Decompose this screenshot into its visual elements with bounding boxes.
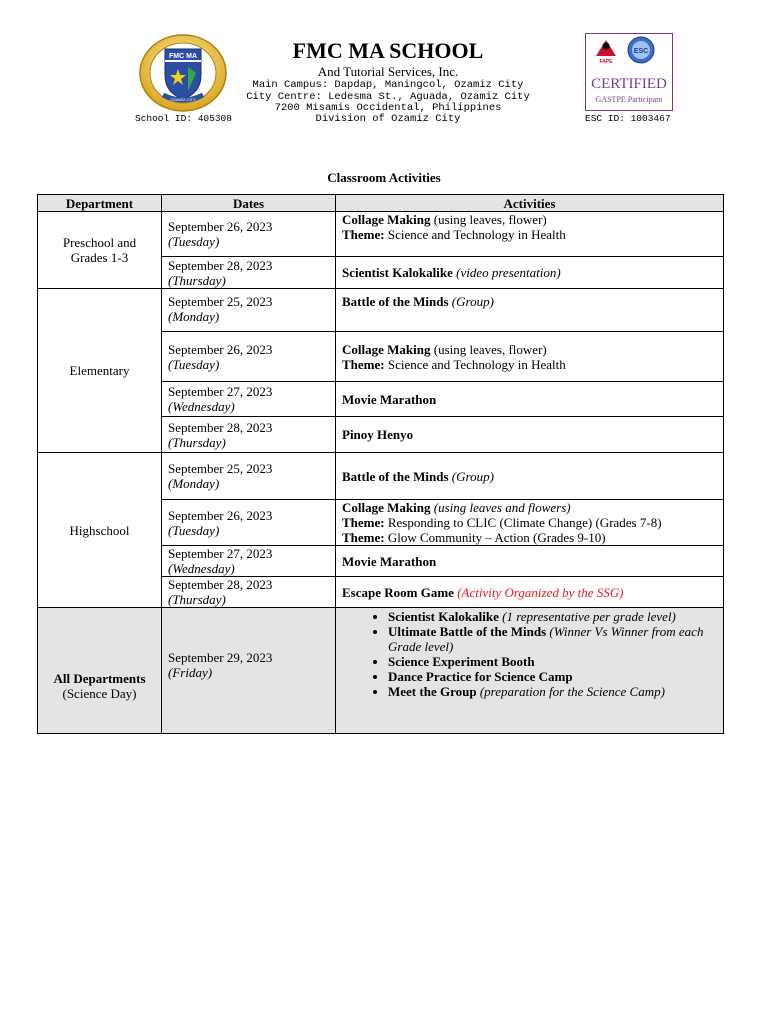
activity-cell bbox=[336, 257, 724, 289]
activity-name: Battle of the Minds bbox=[342, 294, 449, 309]
fape-label: FAPE bbox=[599, 59, 613, 65]
theme-label: Theme: bbox=[342, 530, 385, 545]
theme-label: Theme: bbox=[342, 227, 385, 242]
page-title: Classroom Activities bbox=[327, 170, 441, 185]
item-name: Dance Practice for Science Camp bbox=[388, 669, 573, 684]
activity-cell bbox=[336, 332, 724, 382]
date-cell bbox=[162, 289, 336, 332]
date-text: September 25, 2023 bbox=[168, 294, 273, 309]
date-text: September 28, 2023 bbox=[168, 419, 273, 435]
activity-note: (using leaves, flower) bbox=[430, 341, 547, 357]
theme-text: Science and Technology in Health bbox=[384, 356, 566, 372]
date-cell bbox=[162, 257, 336, 289]
activity-cell bbox=[336, 577, 724, 608]
item-name: Ultimate Battle of the Minds bbox=[388, 624, 547, 639]
date-text: September 29, 2023 bbox=[168, 649, 273, 665]
theme-text: Glow Community – Action (Grades 9-10) bbox=[384, 530, 606, 545]
column-header-dates: Dates bbox=[162, 195, 336, 212]
esc-label: ESC bbox=[633, 48, 649, 55]
activity-cell bbox=[336, 500, 724, 546]
theme-label: Theme: bbox=[342, 356, 385, 372]
date-cell bbox=[162, 417, 336, 453]
activity-name: Scientist Kalokalike bbox=[342, 265, 453, 280]
date-text: September 26, 2023 bbox=[168, 341, 273, 357]
certified-text: CERTIFIED bbox=[591, 76, 667, 92]
date-cell bbox=[162, 453, 336, 500]
school-logo bbox=[138, 33, 228, 113]
department-cell: Highschool bbox=[38, 453, 162, 608]
day-text: (Wednesday) bbox=[168, 561, 235, 576]
date-text: September 27, 2023 bbox=[168, 546, 273, 561]
date-cell bbox=[162, 500, 336, 546]
item-note: (1 representative per grade level) bbox=[498, 609, 676, 624]
list-item bbox=[388, 609, 717, 624]
school-id: School ID: 405308 bbox=[135, 113, 232, 124]
activity-note: (using leaves and flowers) bbox=[430, 500, 571, 515]
date-text: September 26, 2023 bbox=[168, 507, 273, 523]
date-cell bbox=[162, 332, 336, 382]
list-item bbox=[388, 654, 717, 669]
item-note: (preparation for the Science Camp) bbox=[476, 684, 665, 699]
address-line-3: 7200 Misamis Occidental, Philippines bbox=[274, 102, 502, 114]
theme-text: Responding to CLIC (Climate Change) (Grades 7-8) bbox=[384, 515, 662, 530]
date-cell bbox=[162, 212, 336, 257]
activities-table bbox=[37, 194, 724, 734]
column-header-department: Department bbox=[38, 195, 162, 212]
activity-note: (Group) bbox=[448, 468, 494, 484]
day-text: (Tuesday) bbox=[168, 356, 220, 372]
activity-name: Escape Room Game bbox=[342, 584, 454, 600]
list-item bbox=[388, 669, 717, 684]
table-row bbox=[38, 289, 724, 332]
department-note: (Science Day) bbox=[62, 685, 137, 701]
item-name: Scientist Kalokalike bbox=[388, 609, 499, 624]
science-day-list bbox=[342, 609, 717, 699]
activity-note: (Group) bbox=[448, 294, 494, 309]
activity-cell bbox=[336, 608, 724, 734]
activity-name: Collage Making bbox=[342, 341, 431, 357]
address-line-2: City Centre: Ledesma St., Aguada, Ozamiz City bbox=[246, 91, 530, 103]
logo-bottom-text: OZAMIZ CITY bbox=[170, 97, 196, 102]
activity-cell: Pinoy Henyo bbox=[336, 417, 724, 453]
date-text: September 28, 2023 bbox=[168, 257, 273, 273]
date-cell bbox=[162, 546, 336, 577]
letterhead bbox=[0, 0, 768, 140]
date-text: September 28, 2023 bbox=[168, 577, 273, 592]
activity-cell: Movie Marathon bbox=[336, 546, 724, 577]
logo-top-text: FMC MA bbox=[169, 53, 197, 60]
table-row bbox=[38, 608, 724, 734]
day-text: (Wednesday) bbox=[168, 399, 235, 414]
day-text: (Thursday) bbox=[168, 592, 226, 607]
activity-cell bbox=[336, 212, 724, 257]
table-row bbox=[38, 453, 724, 500]
activity-note: (using leaves, flower) bbox=[430, 212, 547, 227]
day-text: (Monday) bbox=[168, 476, 220, 491]
certified-badge bbox=[585, 33, 673, 111]
esc-id: ESC ID: 1003467 bbox=[585, 113, 671, 124]
department-name: All Departments bbox=[53, 670, 146, 686]
table-header-row bbox=[38, 195, 724, 212]
list-item bbox=[388, 624, 717, 654]
activity-name: Collage Making bbox=[342, 500, 431, 515]
activity-name: Battle of the Minds bbox=[342, 468, 449, 484]
theme-text: Science and Technology in Health bbox=[384, 227, 566, 242]
activity-cell: Movie Marathon bbox=[336, 382, 724, 417]
gastpe-text: GASTPE Participant bbox=[595, 95, 663, 104]
date-cell bbox=[162, 382, 336, 417]
date-cell bbox=[162, 608, 336, 734]
department-cell bbox=[38, 608, 162, 734]
table-row bbox=[38, 212, 724, 257]
day-text: (Tuesday) bbox=[168, 234, 220, 249]
department-cell: Preschool and Grades 1-3 bbox=[38, 212, 162, 289]
list-item bbox=[388, 684, 717, 699]
address-line-4: Division of Ozamiz City bbox=[315, 113, 461, 125]
esc-seal-icon bbox=[628, 37, 654, 63]
item-note: (Winner Vs Winner from each Grade level) bbox=[388, 624, 704, 654]
date-cell bbox=[162, 577, 336, 608]
fape-icon bbox=[596, 40, 616, 65]
day-text: (Tuesday) bbox=[168, 522, 220, 538]
item-name: Science Experiment Booth bbox=[388, 654, 535, 669]
activity-note-highlight: (Activity Organized by the SSG) bbox=[453, 584, 624, 600]
school-subtitle: And Tutorial Services, Inc. bbox=[317, 64, 459, 79]
activity-name: Collage Making bbox=[342, 212, 431, 227]
theme-label: Theme: bbox=[342, 515, 385, 530]
school-name: FMC MA SCHOOL bbox=[292, 38, 484, 63]
activity-note: (video presentation) bbox=[452, 265, 561, 280]
day-text: (Monday) bbox=[168, 309, 220, 324]
address-line-1: Main Campus: Dapdap, Maningcol, Ozamiz City bbox=[252, 79, 524, 91]
item-name: Meet the Group bbox=[388, 684, 477, 699]
date-text: September 26, 2023 bbox=[168, 219, 273, 234]
day-text: (Thursday) bbox=[168, 272, 226, 288]
activity-cell bbox=[336, 453, 724, 500]
date-text: September 25, 2023 bbox=[168, 461, 273, 476]
day-text: (Thursday) bbox=[168, 434, 226, 450]
day-text: (Friday) bbox=[168, 664, 213, 680]
department-cell: Elementary bbox=[38, 289, 162, 453]
date-text: September 27, 2023 bbox=[168, 384, 273, 399]
column-header-activities: Activities bbox=[336, 195, 724, 212]
activity-cell bbox=[336, 289, 724, 332]
